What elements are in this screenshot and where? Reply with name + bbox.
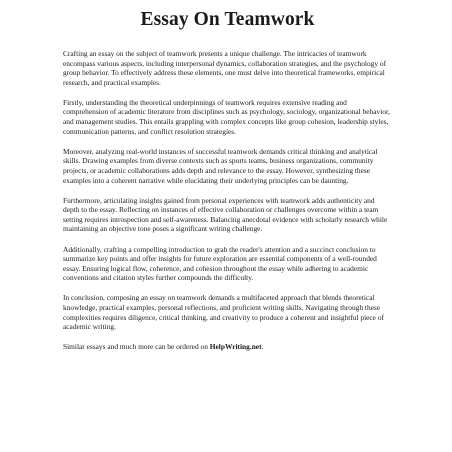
closing-suffix: . <box>261 342 264 352</box>
paragraph-intro: Crafting an essay on the subject of teamwork presents a unique challenge. The intricacies of teamwork encompass various aspects, including interpersonal dynamics, collaboration strategies, and the psychology of group behavior. To effectively address these elements, one must delve into theoretical frameworks, empirical research, and practical examples. <box>63 49 387 87</box>
paragraph-conclusion: In conclusion, composing an essay on teamwork demands a multifaceted approach that blends theoretical knowledge, practical examples, personal reflections, and proficient writing skills. Navigating through these complexities requires diligence, critical thinking, and creativity to produce a coherent and insightful piece of academic writing. <box>63 293 384 332</box>
paragraph-examples: Moreover, analyzing real-world instances of successful teamwork demands critical thinking and analytical skills. Drawing examples from diverse contexts such as sports teams, business organizations, community projects, or academic collaborations adds depth and relevance to the essay. However, synthesizing these examples into a coherent narrative while elucidating their underlying principles can be daunting. <box>63 146 378 185</box>
helpwriting-link[interactable]: HelpWriting.net <box>209 342 262 352</box>
paragraph-experience: Furthermore, articulating insights gained from personal experiences with teamwork adds authenticity and depth to the essay. Reflecting on instances of effective collaboration or challenges overcome within a team setting requires introspection and self-awareness. Balancing anecdotal evidence with scholarly research while maintaining an objective tone poses a significant writing challenge. <box>63 195 388 234</box>
closing-prefix: Similar essays and much more can be ordered on <box>63 342 210 352</box>
paragraph-structure: Additionally, crafting a compelling introduction to grab the reader's attention and a succinct conclusion to summarize key points and offer insights for future exploration are essential components of a well-rounded essay. Ensuring logical flow, coherence, and cohesion throughout the essay while adhering to academic conventions and citation styles further compounds the difficulty. <box>63 244 377 283</box>
closing-line <box>63 342 392 352</box>
paragraph-theory: Firstly, understanding the theoretical underpinnings of teamwork requires extensive reading and comprehension of academic literature from disciplines such as psychology, sociology, organizational behavior, and management studies. This entails grappling with complex concepts like group cohesion, leadership styles, communication patterns, and conflict resolution strategies. <box>63 97 390 136</box>
document-title: Essay On Teamwork <box>140 9 315 30</box>
